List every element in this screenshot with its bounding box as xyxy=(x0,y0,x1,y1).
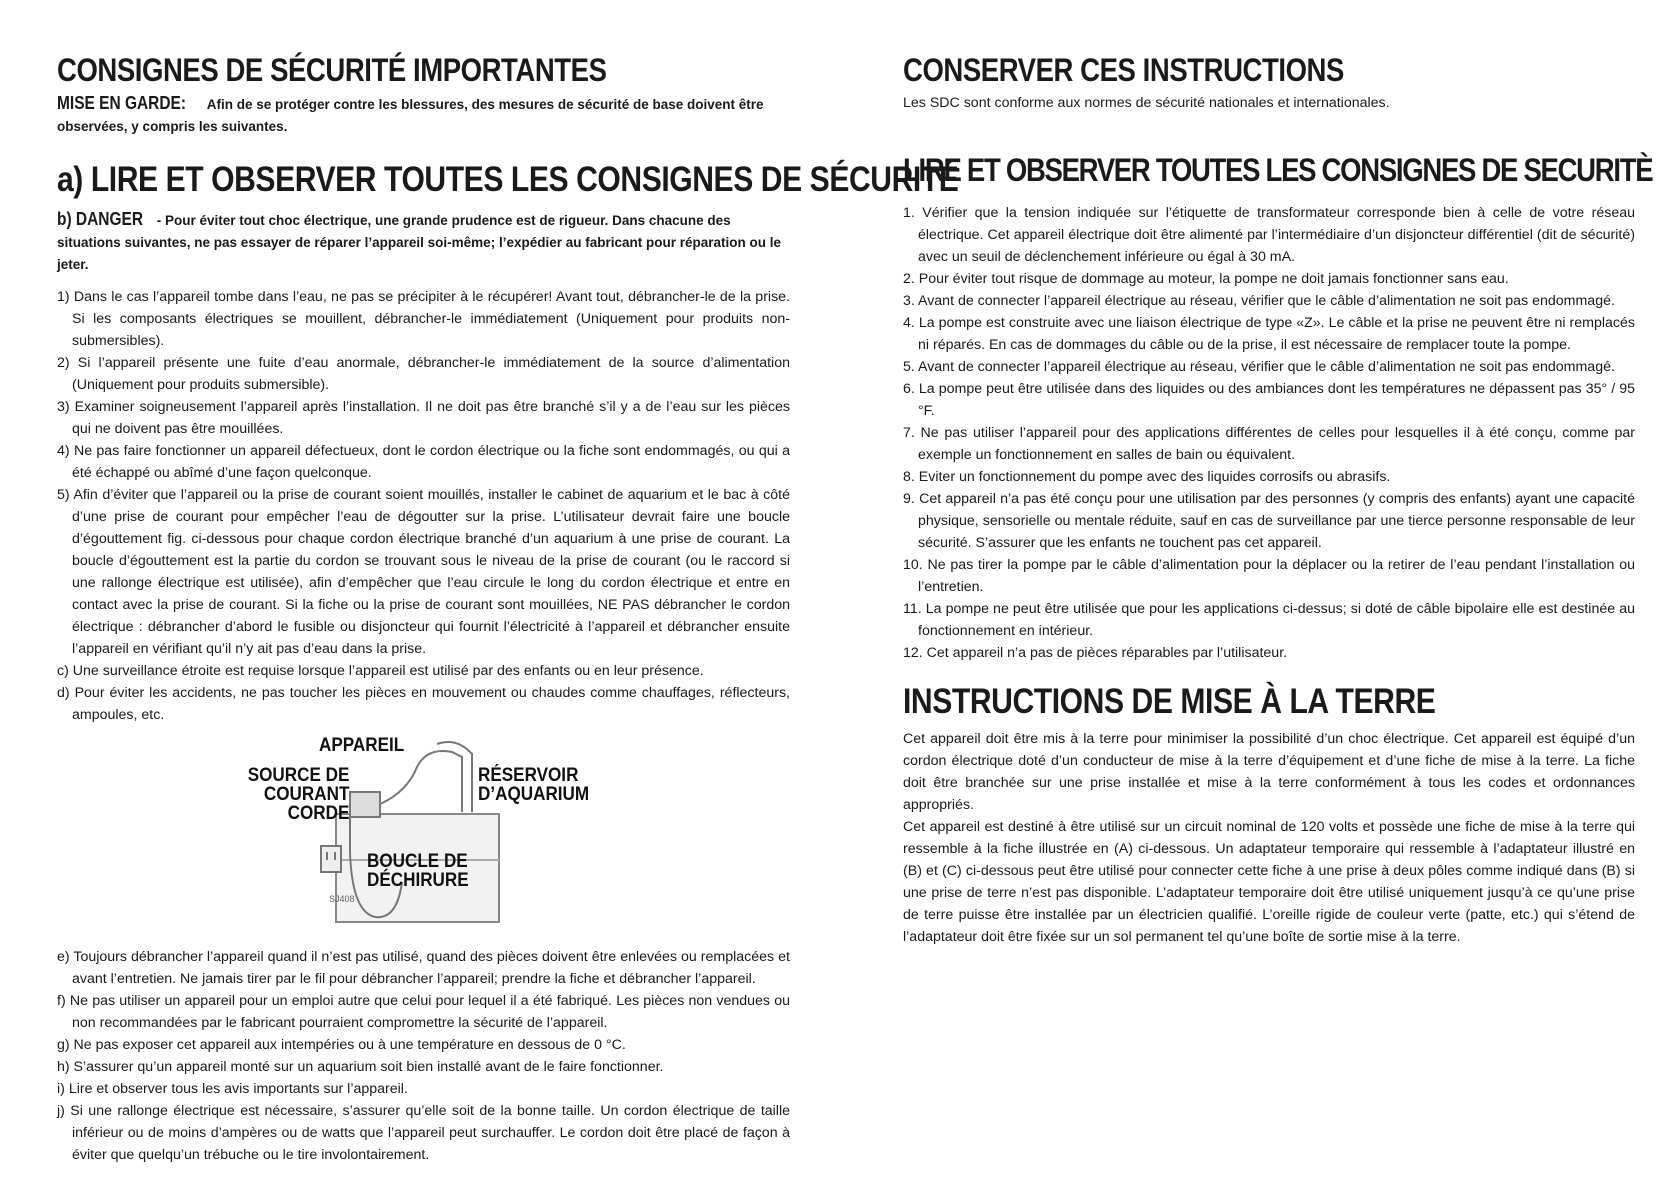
label-source: SOURCE DE COURANT CORDE xyxy=(247,765,350,824)
list-item: 6. La pompe peut être utilisée dans des liquides ou des ambiances dont les températures ne dépassent pas 35° / 95 °F. xyxy=(903,381,1635,419)
list-item: 5. Avant de connecter l’appareil électrique au réseau, vérifier que le câble d’alimentation ne soit pas endommagé. xyxy=(903,359,1615,375)
safety-list-2 xyxy=(57,946,790,1166)
section-title-right: LIRE ET OBSERVER TOUTES LES CONSIGNES DE SECURITÈ xyxy=(903,152,1653,188)
list-item: 2) Si l’appareil présente une fuite d’eau anormale, débrancher-le immédiatement de la source d’alimentation (Uniquement pour produits submersible). xyxy=(57,355,790,393)
list-item: 5) Afin d’éviter que l’appareil ou la prise de courant soient mouillés, installer le cabinet de aquarium et le bac à côté d’une prise de courant pour empêcher l’eau de dégoutter sur la prise. L’utilisateur devrait faire une boucle d’égouttement fig. ci-dessous pour chaque cordon électrique branché d’un aquarium à une prise de courant. La boucle d’égouttement est la partie du cordon se trouvant sous le niveau de la prise de courant (ou le raccord si une rallonge électrique est utilisée), afin d’empêcher que l’eau circule le long du cordon électrique et entre en contact avec la prise de courant. Si la fiche ou la prise de courant sont mouillées, NE PAS débrancher le cordon électrique : débrancher d’abord le fusible ou disjoncteur qui fournit l’électricité à l’appareil et débrancher ensuite l’appareil en vérifiant qu’il n’y ait pas d’eau dans la prise. xyxy=(57,487,790,657)
page-title-left: CONSIGNES DE SÉCURITÉ IMPORTANTES xyxy=(57,52,607,88)
list-item: 7. Ne pas utiliser l’appareil pour des applications différentes de celles pour lesquelles il à été conçu, comme par exemple un fonctionnement en salles de bain ou équivalent. xyxy=(903,425,1635,463)
warning-tag: MISE EN GARDE: xyxy=(57,93,187,113)
page-title-right: CONSERVER CES INSTRUCTIONS xyxy=(903,52,1344,88)
list-item: j) Si une rallonge électrique est nécessaire, s’assurer qu’elle soit de la bonne taille. Un cordon électrique de taille inférieur ou de moins d’ampères ou de watts que l’appareil peut surchauffer. Le cordon doit être placé de façon à éviter que quelqu’un trébuche ou le tire involontairement. xyxy=(57,1103,790,1163)
section-a-title: a) LIRE ET OBSERVER TOUTES LES CONSIGNES DE SÉCURITÉ xyxy=(57,160,959,199)
list-item: 1) Dans le cas l’appareil tombe dans l’eau, ne pas se précipiter à le récupérer! Avant tout, débrancher-le de la prise. Si les composants électriques se mouillent, débrancher-le immédiatement (Uniquement pour produits non-submersibles). xyxy=(57,289,790,349)
list-item: 10. Ne pas tirer la pompe par le câble d’alimentation pour la déplacer ou la retirer de l’eau pendant l’installation ou l’entretien. xyxy=(903,557,1635,595)
right-column xyxy=(903,50,1653,948)
grounding-paragraph-2: Cet appareil est destiné à être utilisé sur un circuit nominal de 120 volts et possède une fiche de mise à la terre qui ressemble à la fiche illustrée en (A) ci-dessous. Un adaptateur temporaire qui ressemble à l’adaptateur illustré en (B) et (C) ci-dessous peut être utilisé pour connecter cette fiche à une prise à deux pôles comme indiqué dans (B) si une prise de terre n’est pas disponible. L’adaptateur temporaire doit être utilisé uniquement jusqu’à ce qu’une prise de terre puisse être installée par un électricien qualifié. L’oreille rigide de couleur verte (patte, etc.) qui s’étend de l’adaptateur doit être fixée sur un sol permanent tel qu’une boîte de sortie mise à la terre. xyxy=(903,819,1635,945)
conformity-statement: Les SDC sont conforme aux normes de sécurité nationales et internationales. xyxy=(903,95,1390,111)
drip-loop-illustration xyxy=(57,732,790,932)
list-item: g) Ne pas exposer cet appareil aux intempéries ou à une température en dessous de 0 °C. xyxy=(57,1037,626,1053)
label-appareil: APPAREIL xyxy=(319,735,405,756)
safety-list-right xyxy=(903,202,1635,664)
drip-loop-diagram xyxy=(57,732,790,932)
list-item: 3) Examiner soigneusement l’appareil après l’installation. Il ne doit pas être branché s’il y a de l’eau sur les pièces qui ne doivent pas être mouillées. xyxy=(57,399,790,437)
list-item: 4. La pompe est construite avec une liaison électrique de type «Z». Le câble et la prise ne peuvent être ni remplacés ni réparés. En cas de dommages du câble ou de la prise, il est nécessaire de remplacer toute la pompe. xyxy=(903,315,1635,353)
list-item: 8. Eviter un fonctionnement du pompe avec des liquides corrosifs ou abrasifs. xyxy=(903,469,1391,485)
danger-paragraph xyxy=(57,208,790,276)
warning-paragraph xyxy=(57,92,790,138)
list-item: h) S’assurer qu’un appareil monté sur un aquarium soit bien installé avant de le faire fonctionner. xyxy=(57,1059,664,1075)
list-item: c) Une surveillance étroite est requise lorsque l’appareil est utilisé par des enfants ou en leur présence. xyxy=(57,663,704,679)
list-item: 11. La pompe ne peut être utilisée que pour les applications ci-dessus; si doté de câble bipolaire elle est destinée au fonctionnement en intérieur. xyxy=(903,601,1635,639)
list-item: 9. Cet appareil n’a pas été conçu pour une utilisation par des personnes (y compris des enfants) ayant une capacité physique, sensorielle ou mentale réduite, sauf en cas de surveillance par une tierce personne responsable de leur sécurité. S’assurer que les enfants ne touchent pas cet appareil. xyxy=(903,491,1635,551)
list-item: 4) Ne pas faire fonctionner un appareil défectueux, dont le cordon électrique ou la fiche sont endommagés, ou qui a été échappé ou abîmé d’une façon quelconque. xyxy=(57,443,790,481)
left-column xyxy=(57,50,959,1166)
label-reservoir: RÉSERVOIR D’AQUARIUM xyxy=(478,765,590,805)
list-item: f) Ne pas utiliser un appareil pour un emploi autre que celui pour lequel il a été fabriqué. Les pièces non vendues ou non recommandées par le fabricant pourraient compromettre la sécurité de l’appareil. xyxy=(57,993,790,1031)
list-item: 2. Pour éviter tout risque de dommage au moteur, la pompe ne doit jamais fonctionner sans eau. xyxy=(903,271,1509,287)
danger-tag: b) DANGER xyxy=(57,209,143,229)
list-item: i) Lire et observer tous les avis importants sur l’appareil. xyxy=(57,1081,408,1097)
safety-list-1 xyxy=(57,286,790,726)
label-boucle: BOUCLE DE DÉCHIRURE xyxy=(367,851,469,891)
list-item: 1. Vérifier que la tension indiquée sur l’étiquette de transformateur corresponde bien à celle de votre réseau électrique. Cet appareil électrique doit être alimenté par l’intermédiaire d’un disjoncteur différentiel (dit de sécurité) avec un seuil de déclenchement inférieure ou égal à 30 mA. xyxy=(903,205,1635,265)
grounding-paragraph-1: Cet appareil doit être mis à la terre pour minimiser la possibilité d’un choc électrique. Cet appareil est équipé d’un cordon électrique doté d’un conducteur de mise à la terre d’équipement et d’une fiche de mise à la terre. La fiche doit être branchée sur une prise installée et mise à la terre conformément à tous les codes et ordonnances appropriés. xyxy=(903,731,1635,813)
list-item: d) Pour éviter les accidents, ne pas toucher les pièces en mouvement ou chaudes comme chauffages, réflecteurs, ampoules, etc. xyxy=(57,685,790,723)
list-item: e) Toujours débrancher l’appareil quand il n’est pas utilisé, quand des pièces doivent être enlevées ou remplacées et avant l’entretien. Ne jamais tirer par le fil pour débrancher l’appareil; prendre la fiche et débrancher l’appareil. xyxy=(57,949,790,987)
grounding-title: INSTRUCTIONS DE MISE À LA TERRE xyxy=(903,682,1436,721)
warning-text: Afin de se protéger contre les blessures, des mesures de sécurité de base doivent être observées, y compris les suivantes. xyxy=(57,97,764,134)
diagram-code: SJ408 xyxy=(329,894,355,904)
list-item: 3. Avant de connecter l’appareil électrique au réseau, vérifier que le câble d’alimentation ne soit pas endommagé. xyxy=(903,293,1615,309)
list-item: 12. Cet appareil n’a pas de pièces réparables par l’utilisateur. xyxy=(903,645,1288,661)
danger-text: - Pour éviter tout choc électrique, une grande prudence est de rigueur. Dans chacune des situations suivantes, ne pas essayer de réparer l’appareil soi-même; l’expédier au fabricant pour réparation ou le jeter. xyxy=(57,213,782,272)
